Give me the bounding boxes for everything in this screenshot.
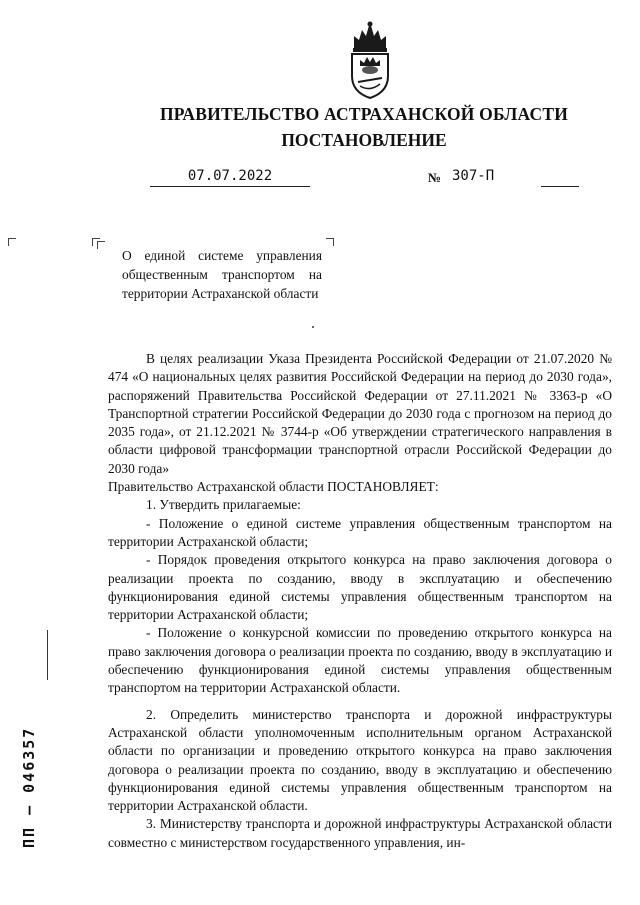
scan-dot (312, 326, 314, 328)
margin-line (47, 630, 48, 680)
corner-mark-left (8, 238, 16, 246)
corner-mark-subject-tr (326, 238, 334, 246)
document-type: ПОСТАНОВЛЕНИЕ (281, 130, 447, 150)
organization-title: ПРАВИТЕЛЬСТВО АСТРАХАНСКОЙ ОБЛАСТИ (159, 104, 569, 124)
corner-mark-subject-tl-b (97, 241, 105, 249)
preamble-paragraph: В целях реализации Указа Президента Российской Федерации от 21.07.2020 № 474 «О национальных целях развития Российской Федерации на период до 2030 года», распоряжений Правительства Российской Федерации от 27.11.2021 № 3363-р «О Транспортной стратегии Российской Федерации до 2030 года с прогнозом на период до 2035 года», от 21.12.2021 № 3744-р «Об утверждении стратегического направления в области цифровой трансформации транспортной отрасли Российской Федерации до 2030 года» (108, 351, 612, 476)
clause-1-item-1: - Положение о единой системе управления общественным транспортом на территории Астраханской области; (108, 515, 612, 549)
resolution-line: Правительство Астраханской области ПОСТАНОВЛЯЕТ: (108, 479, 439, 495)
document-number: 307-П (452, 168, 495, 184)
clause-1: 1. Утвердить прилагаемые: (146, 497, 301, 513)
number-underline (541, 186, 579, 187)
clause-1-item-3: - Положение о конкурсной комиссии по проведению открытого конкурса на право заключения договора о реализации проекта по созданию, вводу в эксплуатацию и обеспечению функционирования единой системы управления общественным транспортом на территории Астраханской области. (108, 625, 612, 696)
document-subject: О единой системе управления общественным транспортом на территории Астраханской области (122, 248, 322, 301)
margin-serial-code: ПП – 046357 (20, 726, 38, 848)
document-body (108, 350, 612, 852)
clause-2: 2. Определить министерство транспорта и дорожной инфраструктуры Астраханской области уполномоченным исполнительным органом Астраханской области по организации и проведению открытого конкурса на право заключения договора о реализации проекта по созданию, вводу в эксплуатацию и обеспечению функционирования единой системы управления общественным транспортом на территории Астраханской области. (108, 706, 612, 814)
clause-1-item-2: - Порядок проведения открытого конкурса на право заключения договора о реализации проекта по созданию, вводу в эксплуатацию и обеспечению функционирования единой системы управления общественным транспортом на территории Астраханской области; (108, 552, 612, 623)
number-sign: № (428, 170, 442, 185)
document-date: 07.07.2022 (150, 168, 310, 187)
clause-3: 3. Министерству транспорта и дорожной инфраструктуры Астраханской области совместно с министерством государственного управления, ин- (108, 816, 612, 850)
coat-of-arms-emblem (348, 18, 392, 100)
